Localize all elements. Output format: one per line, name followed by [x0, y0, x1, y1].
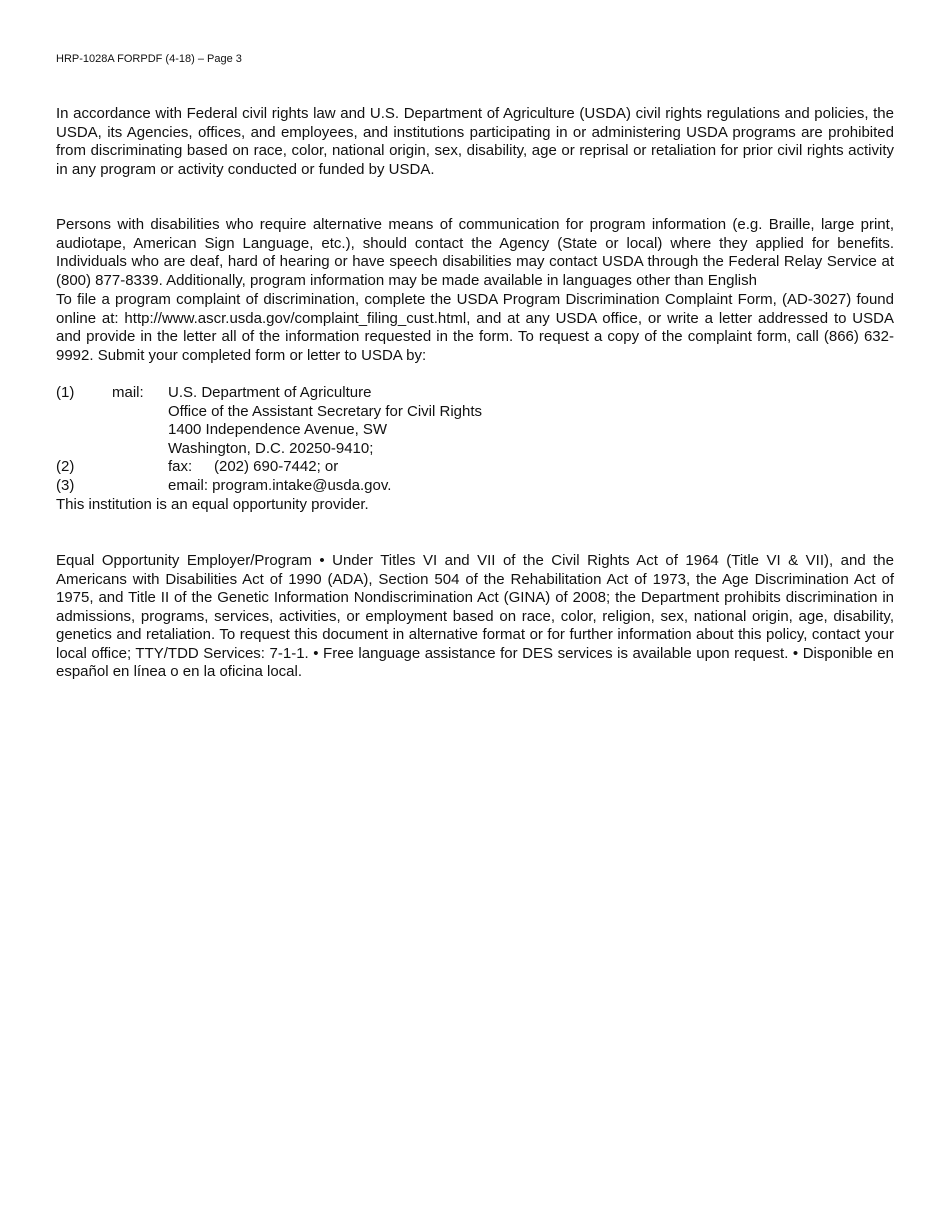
contact-fax-number: (2)	[56, 458, 75, 475]
contact-mail-label: mail:	[112, 384, 144, 401]
contact-email-number: (3)	[56, 476, 75, 494]
provider-statement: This institution is an equal opportunity provider.	[56, 496, 369, 513]
civil-rights-paragraph: In accordance with Federal civil rights law and U.S. Department of Agriculture (USDA) civil rights regulations and policies, the USDA, its Agencies, offices, and employees, and institutions participating in or administering USDA programs are prohibited from discriminating based on race, color, national origin, sex, disability, age or reprisal or retaliation for prior civil rights activity in any program or activity conducted or funded by USDA.	[56, 105, 894, 178]
contact-email-row	[56, 477, 894, 496]
mail-address-line-3: 1400 Independence Avenue, SW	[168, 421, 388, 438]
contact-mail-row	[56, 384, 894, 403]
contact-mail-number: (1)	[56, 384, 75, 401]
contact-mail-row-3	[56, 421, 894, 440]
contact-fax-label: fax:	[168, 458, 193, 475]
form-header: HRP-1028A FORPDF (4-18) – Page 3	[56, 53, 242, 65]
contact-list	[56, 384, 894, 495]
disabilities-paragraph: Persons with disabilities who require alternative means of communication for program information (e.g. Braille, large print, audiotape, American Sign Language, etc.), should contact the Agency (State or local) where they applied for benefits. Individuals who are deaf, hard of hearing or have speech disabilities may contact USDA through the Federal Relay Service at (800) 877-8339. Additionally, program information may be made available in languages other than English	[56, 216, 894, 289]
contact-email-text: email: program.intake@usda.gov.	[168, 476, 392, 494]
mail-address-line-4: Washington, D.C. 20250-9410;	[168, 439, 374, 457]
contact-fax-row	[56, 458, 894, 477]
equal-opportunity-paragraph: Equal Opportunity Employer/Program • Under Titles VI and VII of the Civil Rights Act of 1964 (Title VI & VII), and the Americans with Disabilities Act of 1990 (ADA), Section 504 of the Rehabilitation Act of 1973, the Age Discrimination Act of 1975, and Title II of the Genetic Information Nondiscrimination Act (GINA) of 2008; the Department prohibits discrimination in admissions, programs, services, activities, or employment based on race, color, religion, sex, national origin, age, disability, genetics and retaliation. To request this document in alternative format or for further information about this policy, contact your local office; TTY/TDD Services: 7-1-1. • Free language assistance for DES services is available upon request. • Disponible en español en línea o en la oficina local.	[56, 552, 894, 680]
mail-address-line-2: Office of the Assistant Secretary for Civil Rights	[168, 402, 483, 420]
contact-mail-row-4	[56, 440, 894, 459]
mail-address-line-1: U.S. Department of Agriculture	[168, 384, 372, 401]
contact-fax-value: (202) 690-7442; or	[214, 458, 339, 475]
complaint-paragraph: To file a program complaint of discrimination, complete the USDA Program Discrimination Complaint Form, (AD-3027) found online at: http://www.ascr.usda.gov/complaint_filing_cust.html, and at any USDA office, or write a letter addressed to USDA and provide in the letter all of the information requested in the form. To request a copy of the complaint form, call (866) 632-9992. Submit your completed form or letter to USDA by:	[56, 291, 894, 364]
contact-mail-row-2	[56, 403, 894, 422]
